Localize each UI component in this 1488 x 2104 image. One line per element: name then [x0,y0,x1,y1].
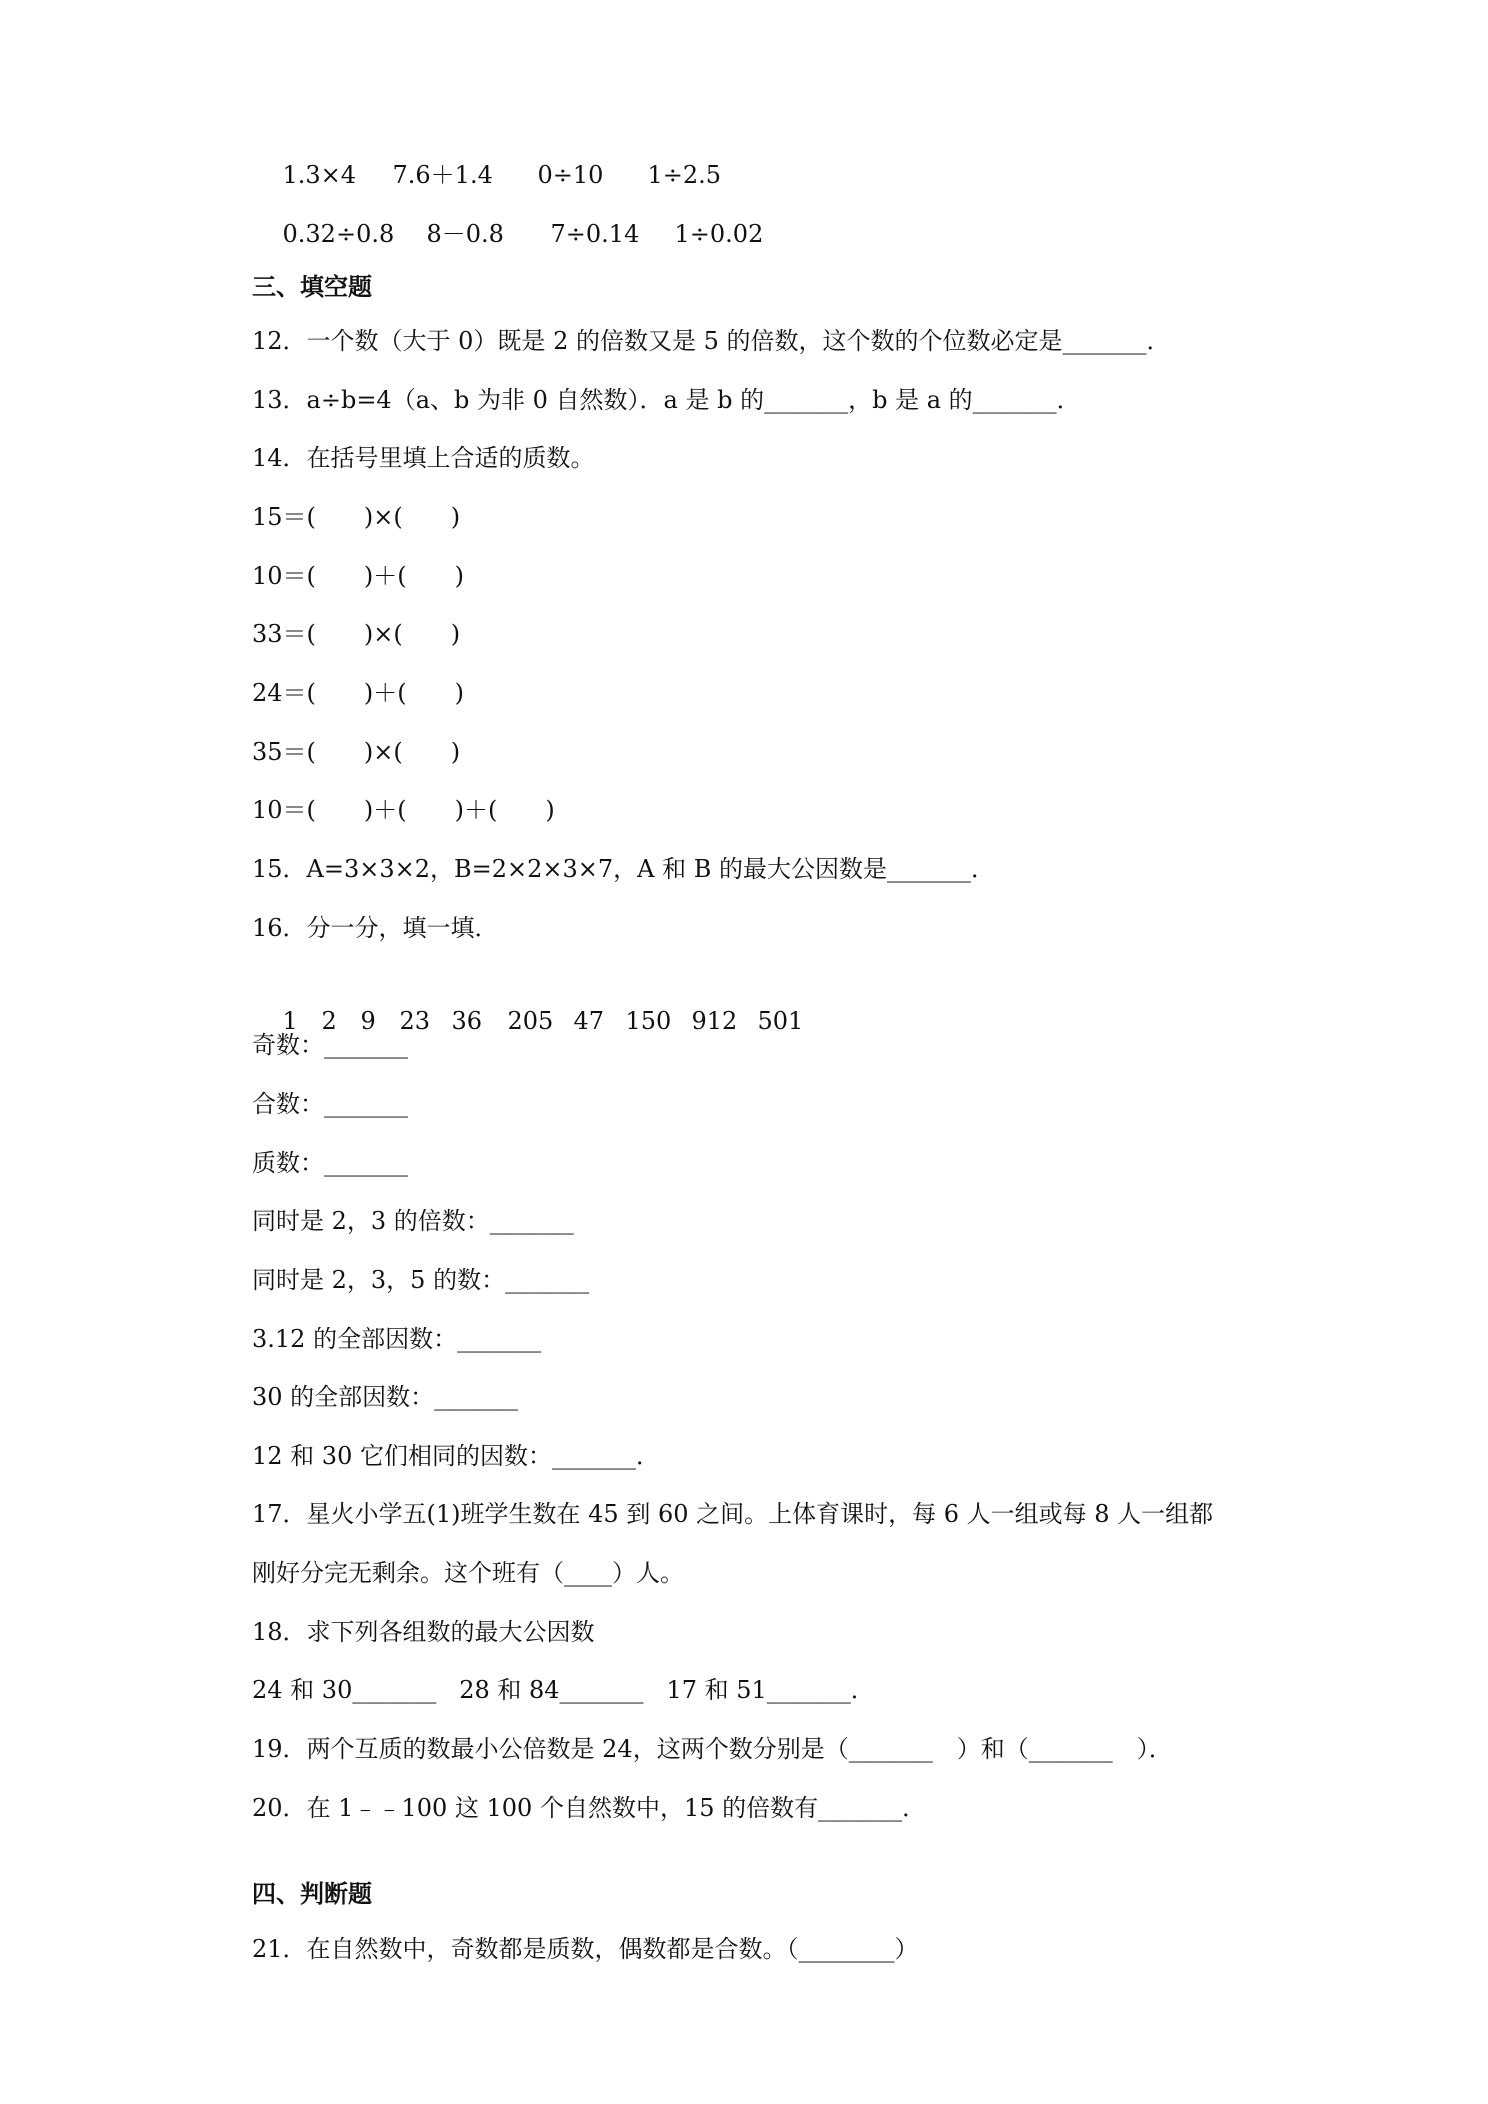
q16-number: 9 [360,1007,376,1035]
question-14: 14．在括号里填上合适的质数。 [252,444,595,472]
q16-number: 2 [321,1007,337,1035]
question-17-line-1: 17．星火小学五(1)班学生数在 45 到 60 之间。上体育课时，每 6 人一组或每 8 人一组都 [252,1500,1214,1528]
calc-item: 0÷10 [537,161,604,189]
q16-item: 同时是 2，3，5 的数：_______ [252,1266,590,1294]
q14-item: 15＝( )×( ) [252,503,461,531]
q16-number: 205 [507,1007,554,1035]
q16-number: 47 [573,1007,605,1035]
q16-item: 合数：_______ [252,1090,408,1118]
q16-number: 36 [451,1007,483,1035]
q14-item: 35＝( )×( ) [252,738,461,766]
calc-item: 7÷0.14 [550,220,640,248]
section-4-title: 四、判断题 [252,1879,372,1908]
q16-number: 501 [757,1007,804,1035]
question-21: 21．在自然数中，奇数都是质数，偶数都是合数。（________） [252,1935,919,1963]
question-19: 19．两个互质的数最小公倍数是 24，这两个数分别是（_______ ）和（_______ ）． [252,1735,1173,1763]
question-20: 20．在 1﹣﹣100 这 100 个自然数中，15 的倍数有_______． [252,1794,927,1822]
q14-item: 10＝( )＋( ) [252,562,464,590]
question-16: 16．分一分，填一填． [252,914,499,942]
calc-item: 8－0.8 [426,220,504,248]
calc-item: 7.6＋1.4 [392,161,493,189]
q16-item: 3.12 的全部因数：_______ [252,1325,542,1353]
q14-item: 33＝( )×( ) [252,620,461,648]
question-17-line-2: 刚好分完无剩余。这个班有（____）人。 [252,1559,684,1587]
q16-item: 奇数：_______ [252,1031,408,1059]
section-3-title: 三、填空题 [252,272,372,301]
calc-item: 0.32÷0.8 [282,220,395,248]
q16-number: 912 [691,1007,738,1035]
q16-number: 23 [399,1007,431,1035]
question-18: 18．求下列各组数的最大公因数 [252,1618,595,1646]
question-15: 15．A=3×3×2，B=2×2×3×7，A 和 B 的最大公因数是_______． [252,855,996,883]
q16-number: 150 [625,1007,672,1035]
calc-item: 1÷2.5 [647,161,722,189]
calc-item: 1.3×4 [282,161,357,189]
worksheet-page [252,0,1252,2104]
q16-item: 同时是 2，3 的倍数：_______ [252,1207,574,1235]
q16-item: 12 和 30 它们相同的因数：_______． [252,1442,660,1470]
q14-item: 10＝( )＋( )＋( ) [252,796,555,824]
question-13: 13．a÷b=4（a、b 为非 0 自然数）．a 是 b 的_______，b 是 a 的_______． [252,386,1081,414]
q16-number: 1 [282,1007,298,1035]
q14-item: 24＝( )＋( ) [252,679,464,707]
question-12: 12．一个数（大于 0）既是 2 的倍数又是 5 的倍数，这个数的个位数必定是_______． [252,327,1171,355]
q16-item: 30 的全部因数：_______ [252,1383,519,1411]
calc-item: 1÷0.02 [674,220,764,248]
q18-items: 24 和 30_______ 28 和 84_______ 17 和 51_______． [252,1676,875,1704]
q16-item: 质数：_______ [252,1149,408,1177]
